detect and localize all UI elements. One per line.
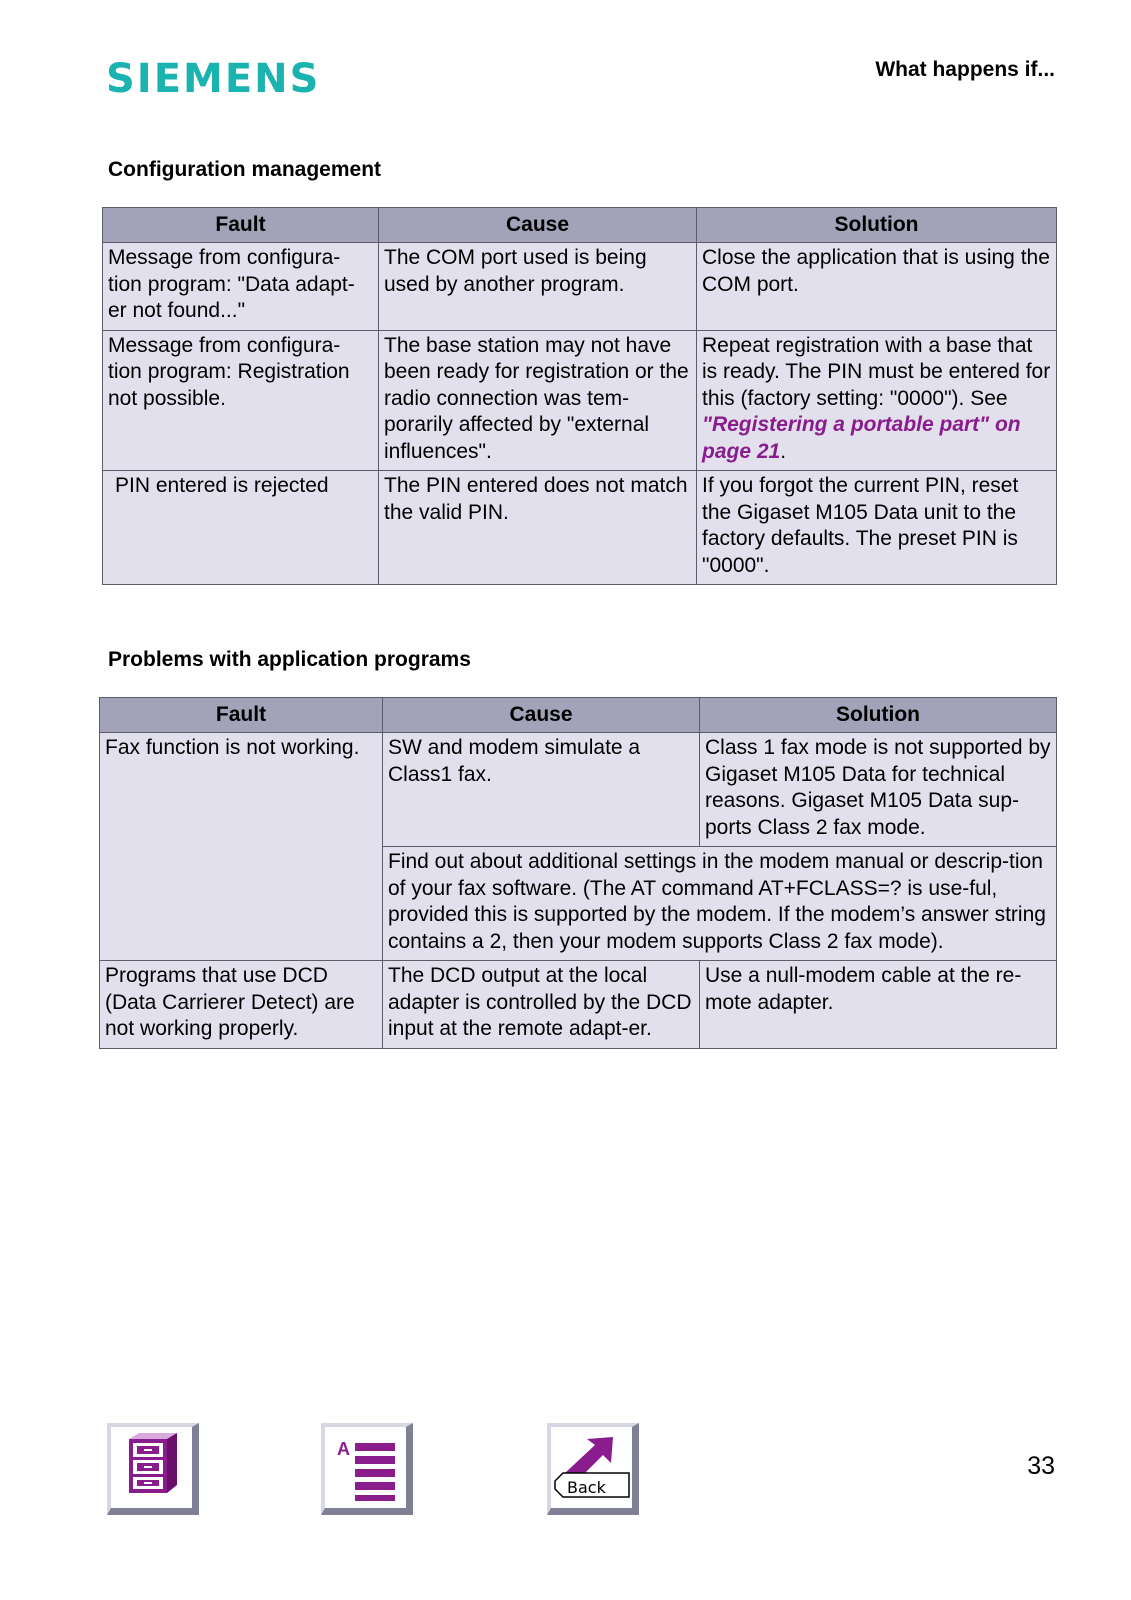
section-title-configuration-management: Configuration management [108, 158, 382, 181]
fault-cell: PIN entered is rejected [103, 471, 379, 585]
solution-cell [697, 330, 1057, 471]
column-header-cause: Cause [383, 698, 700, 733]
index-list-icon [325, 1427, 406, 1508]
column-header-solution: Solution [697, 208, 1057, 243]
table-row [103, 471, 1057, 585]
file-cabinet-icon [111, 1427, 192, 1508]
table-row [103, 243, 1057, 331]
cause-cell: The PIN entered does not match the valid PIN. [379, 471, 697, 585]
column-header-solution: Solution [700, 698, 1057, 733]
fault-cell: Fax function is not working. [100, 733, 383, 961]
siemens-logo: SIEMENS [106, 56, 321, 102]
back-label: Back [567, 1478, 606, 1497]
cause-cell: The COM port used is being used by another program. [379, 243, 697, 331]
column-header-fault: Fault [103, 208, 379, 243]
index-button[interactable] [321, 1423, 413, 1515]
table-header-row [100, 698, 1057, 733]
cross-reference-link[interactable]: "Registering a portable part" on page 21 [702, 413, 1021, 463]
index-letter: A [337, 1439, 350, 1459]
solution-text: Repeat registration with a base that is ready. The PIN must be entered for this (factory setting: "0000"). See [702, 333, 1051, 410]
solution-cell: Close the application that is using the COM port. [697, 243, 1057, 331]
fault-cell: Message from configura-tion program: Registration not possible. [103, 330, 379, 471]
cause-cell: The DCD output at the local adapter is controlled by the DCD input at the remote adapt-er. [383, 961, 700, 1049]
back-arrow-icon [551, 1427, 632, 1508]
table-row [100, 961, 1057, 1049]
column-header-fault: Fault [100, 698, 383, 733]
note-cell: Find out about additional settings in the modem manual or descrip-tion of your fax software. (The AT command AT+FCLASS=? is use-ful, provided this is supported by the modem. If the modem’s answer string contains a 2, then your modem supports Class 2 fax mode). [383, 847, 1057, 961]
solution-text-end: . [780, 439, 787, 463]
section-title-application-programs: Problems with application programs [108, 648, 471, 671]
fault-cell: Programs that use DCD (Data Carrierer Detect) are not working properly. [100, 961, 383, 1049]
table-row [100, 733, 1057, 847]
page-number: 33 [1027, 1452, 1055, 1480]
solution-cell: Class 1 fax mode is not supported by Gigaset M105 Data for technical reasons. Gigaset M105 Data sup-ports Class 2 fax mode. [700, 733, 1057, 847]
solution-cell: If you forgot the current PIN, reset the Gigaset M105 Data unit to the factory defaults. The preset PIN is "0000". [697, 471, 1057, 585]
cause-cell: SW and modem simulate a Class1 fax. [383, 733, 700, 847]
application-programs-table [99, 697, 1057, 1049]
table-row [103, 330, 1057, 471]
chapter-title: What happens if... [875, 58, 1055, 81]
back-button[interactable] [547, 1423, 639, 1515]
contents-button[interactable] [107, 1423, 199, 1515]
fault-cell: Message from configura-tion program: "Data adapt-er not found..." [103, 243, 379, 331]
solution-cell: Use a null-modem cable at the re-mote adapter. [700, 961, 1057, 1049]
configuration-management-table [102, 207, 1057, 585]
cause-cell: The base station may not have been ready for registration or the radio connection was tem-porarily affected by "external influences". [379, 330, 697, 471]
table-header-row [103, 208, 1057, 243]
column-header-cause: Cause [379, 208, 697, 243]
